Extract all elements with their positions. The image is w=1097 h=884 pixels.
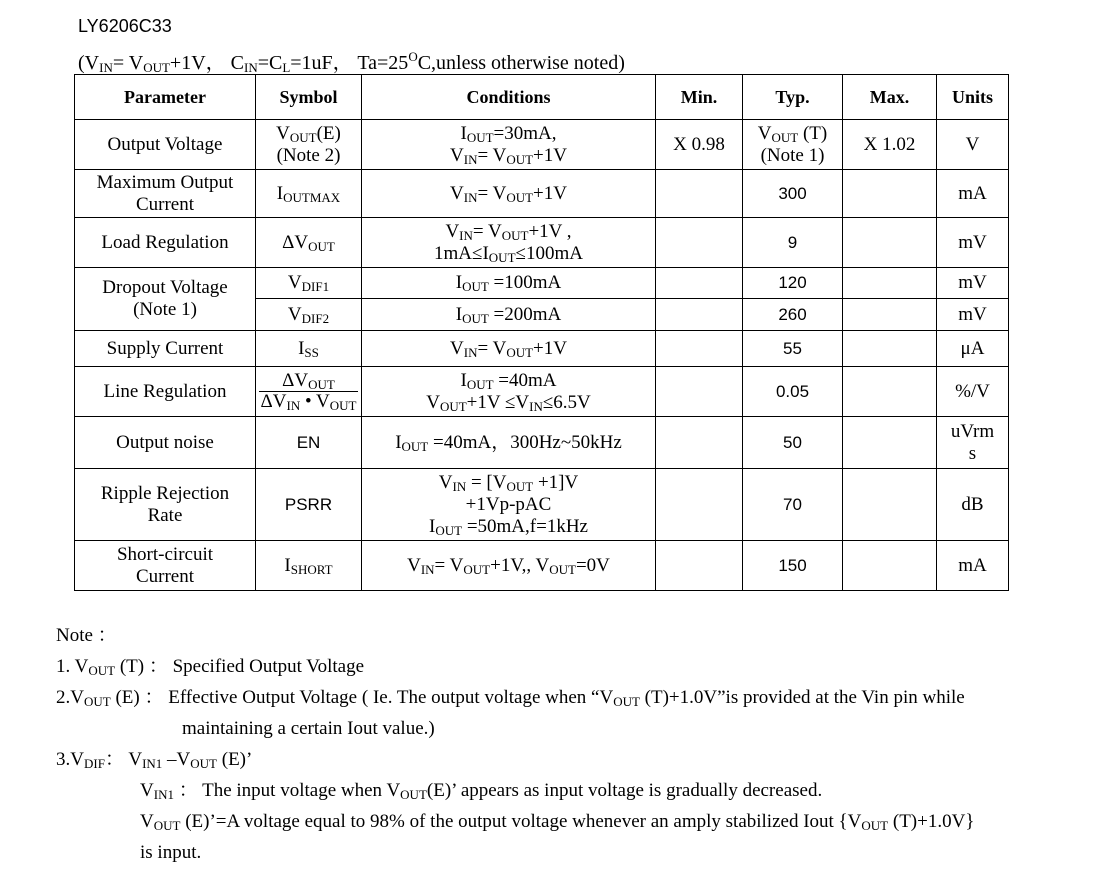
param-cell: Short-circuit Current xyxy=(75,541,256,591)
symbol-cell: $V_{OUT}(E)$ (Note 2) xyxy=(256,120,362,170)
note-1: 1. $V_{OUT}$ (T) ： Specified Output Voltage xyxy=(56,656,365,678)
conditions-cell: $I_{OUT}=30mA$, $V_{IN}= V_{OUT}+1V$ xyxy=(362,120,656,170)
typ-cell: 150 xyxy=(743,541,843,591)
symbol-cell xyxy=(256,367,362,417)
max-cell xyxy=(843,170,937,218)
table-row xyxy=(75,268,1009,299)
symbol-cell: $V_{DIF2}$ xyxy=(256,299,362,331)
param-cell: Ripple Rejection Rate xyxy=(75,469,256,541)
conditions-cell: $I_{OUT} =40mA$ $V_{OUT}+1V \le V_{IN}\le 6.5V$ xyxy=(362,367,656,417)
min-cell xyxy=(656,541,743,591)
table-row xyxy=(75,218,1009,268)
max-cell xyxy=(843,268,937,299)
unit-cell: mV xyxy=(937,268,1009,299)
note-3-continuation: is input. xyxy=(140,842,202,863)
symbol-cell: $I_{SS}$ xyxy=(256,331,362,367)
max-cell xyxy=(843,367,937,417)
param-cell: Line Regulation xyxy=(75,367,256,417)
typ-cell: 55 xyxy=(743,331,843,367)
table-row xyxy=(75,120,1009,170)
param-cell: Output noise xyxy=(75,417,256,469)
max-cell xyxy=(843,469,937,541)
min-cell xyxy=(656,268,743,299)
typ-cell: 120 xyxy=(743,268,843,299)
min-cell xyxy=(656,331,743,367)
unit-cell: V xyxy=(937,120,1009,170)
table-row xyxy=(75,367,1009,417)
header-typ: Typ. xyxy=(743,75,843,120)
min-cell xyxy=(656,469,743,541)
symbol-cell: EN xyxy=(256,417,362,469)
symbol-cell: $\Delta V_{OUT}$ xyxy=(256,218,362,268)
header-min: Min. xyxy=(656,75,743,120)
note-3: $3.V_{DIF}$： $V_{IN1}$ $-V_{OUT}$ (E)’ xyxy=(56,749,253,771)
header-units: Units xyxy=(937,75,1009,120)
unit-cell: mV xyxy=(937,218,1009,268)
typ-cell: 50 xyxy=(743,417,843,469)
max-cell xyxy=(843,299,937,331)
table-row xyxy=(75,417,1009,469)
min-cell xyxy=(656,218,743,268)
note-2-continuation: maintaining a certain Iout value.) xyxy=(182,718,435,739)
min-cell xyxy=(656,299,743,331)
unit-cell: uVrm s xyxy=(937,417,1009,469)
symbol-cell: $I_{OUTMAX}$ xyxy=(256,170,362,218)
header-max: Max. xyxy=(843,75,937,120)
min-cell xyxy=(656,170,743,218)
max-cell xyxy=(843,331,937,367)
table-row xyxy=(75,541,1009,591)
param-cell: Load Regulation xyxy=(75,218,256,268)
table-header-row xyxy=(75,75,1009,120)
symbol-cell: $V_{DIF1}$ xyxy=(256,268,362,299)
max-cell: X 1.02 xyxy=(843,120,937,170)
test-conditions: ($V_{IN}= V_{OUT}+1V$， $C_{IN}=C_L=1uF$， $Ta=25^OC,unless$ otherwise noted) xyxy=(78,49,625,75)
min-cell xyxy=(656,367,743,417)
symbol-cell: $I_{SHORT}$ xyxy=(256,541,362,591)
table-row xyxy=(75,331,1009,367)
conditions-cell: $I_{OUT} =100mA$ xyxy=(362,268,656,299)
notes-title: Note ： xyxy=(56,625,117,646)
table-row xyxy=(75,469,1009,541)
typ-cell: 70 xyxy=(743,469,843,541)
unit-cell: mA xyxy=(937,541,1009,591)
unit-cell: mA xyxy=(937,170,1009,218)
conditions-cell: $V_{IN}= V_{OUT}+1V$ xyxy=(362,170,656,218)
notes-section xyxy=(56,620,974,868)
symbol-cell: PSRR xyxy=(256,469,362,541)
conditions-cell: $V_{IN} = [V_{OUT} +1]V$ +1Vp-pAC $I_{OUT} =50mA,f=1kHz$ xyxy=(362,469,656,541)
unit-cell: mV xyxy=(937,299,1009,331)
note-3-vin1: $V_{IN1}$ ： The input voltage when $V_{OUT}(E)$’ appears as input voltage is gradually decreased. xyxy=(140,780,823,802)
conditions-cell: $V_{IN}= V_{OUT}+1V$ , $1mA\le I_{OUT}\le 100mA$ xyxy=(362,218,656,268)
min-cell: X 0.98 xyxy=(656,120,743,170)
typ-cell: $V_{OUT}$ (T) (Note 1) xyxy=(743,120,843,170)
part-number: LY6206C33 xyxy=(78,16,172,36)
param-cell: Dropout Voltage (Note 1) xyxy=(75,268,256,331)
conditions-cell: $V_{IN}= V_{OUT}+1V$,, $V_{OUT}=0V$ xyxy=(362,541,656,591)
conditions-cell: $I_{OUT} =40mA$，300Hz~50kHz xyxy=(362,417,656,469)
note-3-vout: $V_{OUT}$ (E)’=A voltage equal to 98% of the output voltage whenever an amply stabilized Iout {$V_{OUT}$ (T)+1.0V} xyxy=(140,811,975,833)
max-cell xyxy=(843,218,937,268)
max-cell xyxy=(843,541,937,591)
unit-cell: dB xyxy=(937,469,1009,541)
conditions-cell: $I_{OUT} =200mA$ xyxy=(362,299,656,331)
min-cell xyxy=(656,417,743,469)
electrical-characteristics-table xyxy=(74,74,1009,591)
unit-cell: μA xyxy=(937,331,1009,367)
line-regulation-fraction: $\frac{\Delta V_{OUT}}{\Delta V_{IN} • V_{OUT}}$ xyxy=(260,369,357,413)
note-2: $2.V_{OUT}$ (E) ： Effective Output Voltage ( Ie. The output voltage when “$V_{OUT}$ (T)+1.0V”is provided at the Vin pin while xyxy=(56,687,965,709)
typ-cell: 260 xyxy=(743,299,843,331)
conditions-cell: $V_{IN}= V_{OUT}+1V$ xyxy=(362,331,656,367)
table-row xyxy=(75,170,1009,218)
max-cell xyxy=(843,417,937,469)
header-conditions: Conditions xyxy=(362,75,656,120)
param-cell: Supply Current xyxy=(75,331,256,367)
typ-cell: 0.05 xyxy=(743,367,843,417)
unit-cell: %/V xyxy=(937,367,1009,417)
typ-cell: 300 xyxy=(743,170,843,218)
param-cell: Maximum Output Current xyxy=(75,170,256,218)
header-parameter: Parameter xyxy=(75,75,256,120)
header-symbol: Symbol xyxy=(256,75,362,120)
typ-cell: 9 xyxy=(743,218,843,268)
param-cell: Output Voltage xyxy=(75,120,256,170)
